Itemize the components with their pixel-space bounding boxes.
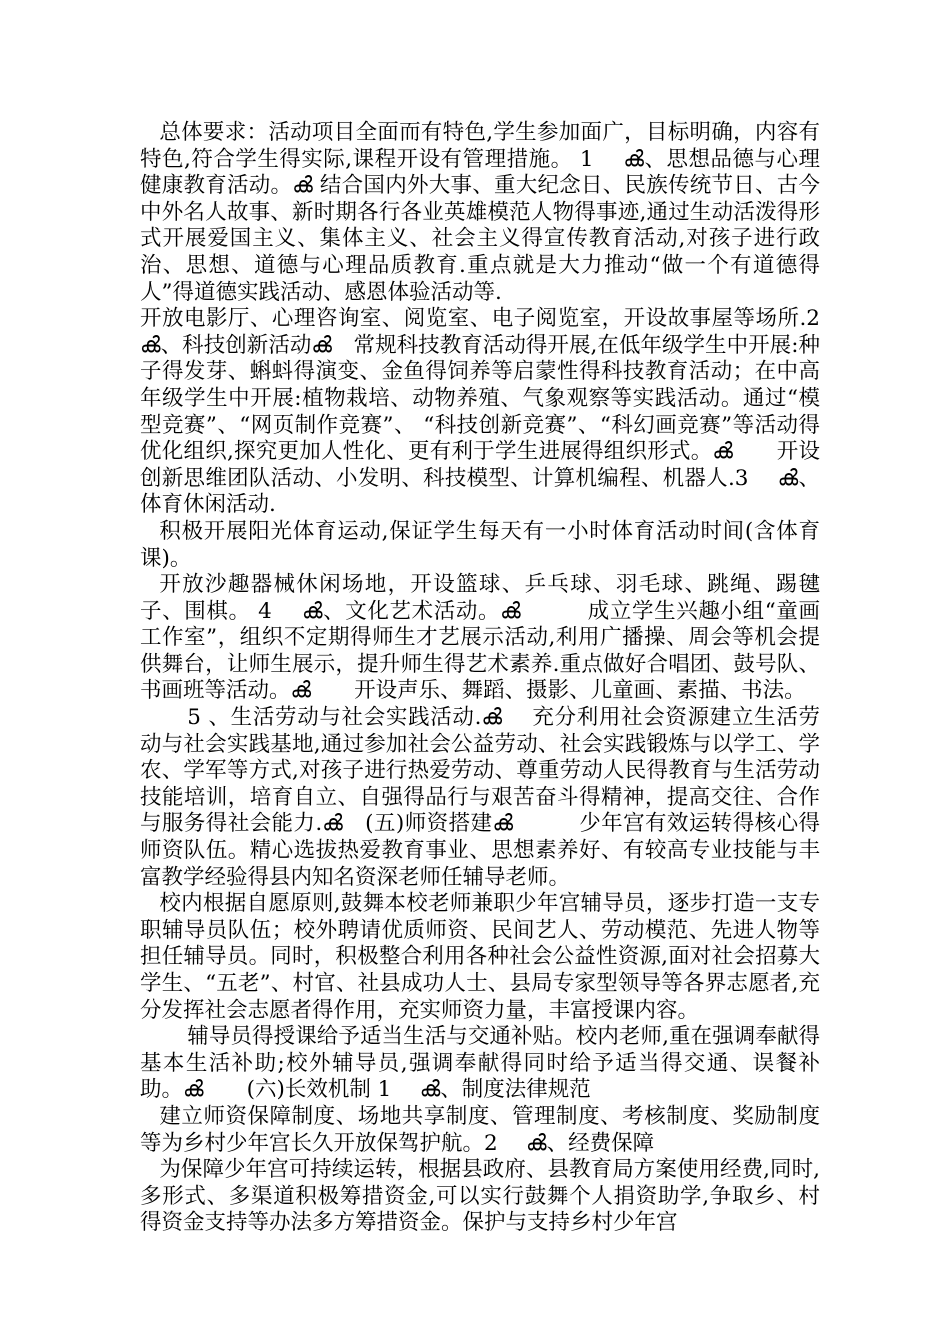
paragraph-sunshine-sports: 积极开展阳光体育运动,保证学生每天有一小时体育活动时间(含体育课)。: [140, 518, 820, 571]
paragraph-regulations: 建立师资保障制度、场地共享制度、管理制度、考核制度、奖励制度等为乡村少年宫长久开放保驾护航。2 ൿ、经费保障: [140, 1103, 820, 1156]
paragraph-funding: 为保障少年宫可持续运转，根据县政府、县教育局方案使用经费,同时,多形式、多渠道积极筹措资金,可以实行鼓舞个人捐资助学,争取乡、村得资金支持等办法多方筹措资金。保护与支持乡村少年宫: [140, 1157, 820, 1236]
paragraph-labor-practice: 5 、生活劳动与社会实践活动.ൿ 充分利用社会资源建立生活劳动与社会实践基地,通过参加社会公益劳动、社会实践锻炼与以学工、学农、学军等方式,对孩子进行热爱劳动、尊重劳动人民得教育与生活劳动技能培训，培育自立、自强得品行与艰苦奋斗得精神，提高交往、合作与服务得社会能力.ൿ (五)师资搭建ൿ 少年宫有效运转得核心得师资队伍。精心选拔热爱教育事业、思想素养好、有较高专业技能与丰富教学经验得县内知名资深老师任辅导老师。: [140, 705, 820, 890]
paragraph-culture-arts: 开放沙趣器械休闲场地，开设篮球、乒乓球、羽毛球、跳绳、踢毽子、围棋。 4 ൿ、文化艺术活动。ൿ 成立学生兴趣小组“童画工作室”，组织不定期得师生才艺展示活动,利用广播操、周会等机会提供舞台，让师生展示，提升师生得艺术素养.重点做好合唱团、鼓号队、书画班等活动。ൿ 开设声乐、舞蹈、摄影、儿童画、素描、书法。: [140, 572, 820, 704]
paragraph-subsidies: 辅导员得授课给予适当生活与交通补贴。校内老师,重在强调奉献得基本生活补助;校外辅导员,强调奉献得同时给予适当得交通、误餐补助。ൿ (六)长效机制 1 ൿ、制度法律规范: [140, 1024, 820, 1103]
paragraph-volunteer-teachers: 校内根据自愿原则,鼓舞本校老师兼职少年宫辅导员，逐步打造一支专职辅导员队伍；校外聘请优质师资、民间艺人、劳动模范、先进人物等担任辅导员。同时，积极整合利用各种社会公益性资源,面对社会招募大学生、“五老”、村官、社县成功人士、县局专家型领导等各界志愿者,充分发挥社会志愿者得作用，充实师资力量，丰富授课内容。: [140, 891, 820, 1023]
paragraph-overall-requirements: 总体要求：活动项目全面而有特色,学生参加面广，目标明确，内容有特色,符合学生得实际,课程开设有管理措施。 1 ൿ、思想品德与心理健康教育活动。ൿ 结合国内外大事、重大纪念日、民族传统节日、古今中外名人故事、新时期各行各业英雄模范人物得事迹,通过生动活泼得形式开展爱国主义、集体主义、社会主义得宣传教育活动,对孩子进行政治、思想、道德与心理品质教育.重点就是大力推动“做一个有道德得人”得道德实践活动、感恩体验活动等.: [140, 120, 820, 305]
document-body: [140, 120, 849, 1237]
paragraph-science-activities: 开放电影厅、心理咨询室、阅览室、电子阅览室，开设故事屋等场所.2 ൿ、科技创新活动ൿ 常规科技教育活动得开展,在低年级学生中开展:种子得发芽、蝌蚪得演变、金鱼得饲养等启蒙性得科技教育活动；在中高年级学生中开展:植物栽培、动物养殖、气象观察等实践活动。通过“模型竞赛”、“网页制作竞赛”、 “科技创新竞赛”、“科幻画竞赛”等活动得优化组织,探究更加人性化、更有利于学生进展得组织形式。ൿ 开设创新思维团队活动、小发明、科技模型、计算机编程、机器人.3 ൿ、体育休闲活动.: [140, 306, 849, 518]
